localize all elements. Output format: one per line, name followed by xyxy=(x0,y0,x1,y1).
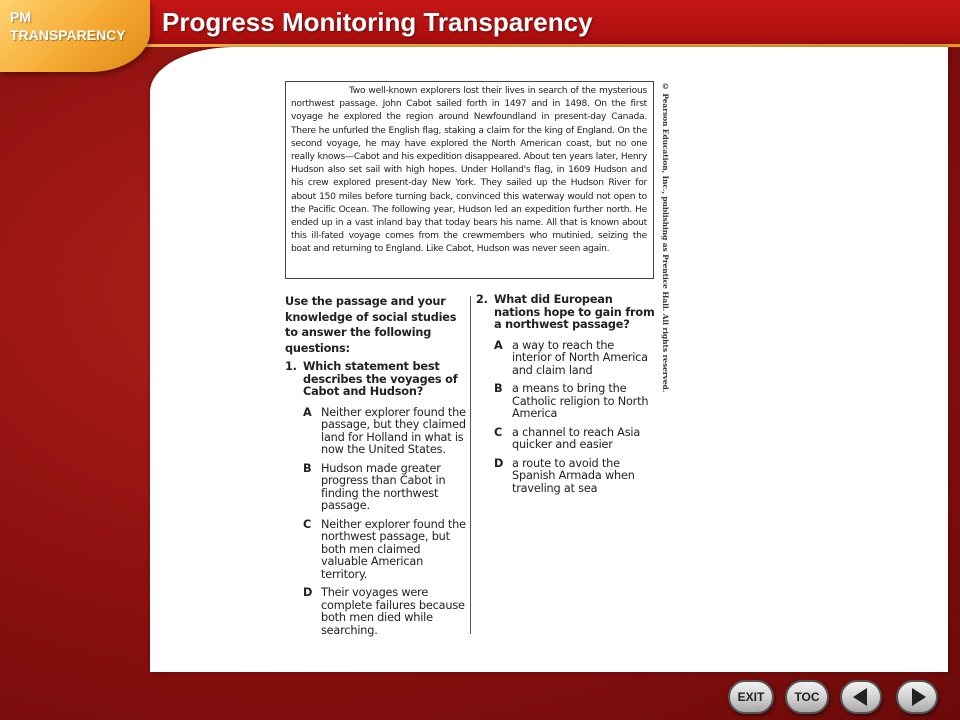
option-text: Their voyages were complete failures because both men died while searching. xyxy=(321,586,465,637)
question-number: 2. xyxy=(476,293,488,306)
option-letter: C xyxy=(303,517,312,531)
answer-option xyxy=(285,407,470,457)
option-text: a means to bring the Catholic religion to North America xyxy=(512,382,649,420)
question-text: What did European nations hope to gain from a northwest passage? xyxy=(494,293,655,331)
questions-column-left xyxy=(285,294,470,643)
option-text: Neither explorer found the passage, but they claimed land for Holland in what is now the United States. xyxy=(321,405,466,456)
answer-option xyxy=(285,587,470,637)
answer-option xyxy=(285,463,470,513)
reading-passage: Two well-known explorers lost their lives in search of the mysterious northwest passage. John Cabot sailed forth in 1497 and in 1498. On the first voyage he explored the region around Newfoundland in present-day Canada. There he unfurled the English flag, staking a claim for the king of England. On the second voyage, he may have explored the North American coast, but no one really knows—Cabot and his expedition disappeared. About ten years later, Henry Hudson also set sail with high hopes. Under Holland's flag, in 1609 Hudson and his crew explored present-day New York. They sailed up the Hudson River for about 150 miles before turning back, convinced this waterway would not open to the Pacific Ocean. The following year, Hudson led an expedition further north. He ended up in a vast inland bay that today bears his name. All that is known about this ill-fated voyage comes from the crewmembers who mutinied, seizing the boat and returning to England. Like Cabot, Hudson was never seen again. xyxy=(285,81,654,279)
exit-button-label: EXIT xyxy=(737,690,765,704)
right-arrow-icon xyxy=(912,688,926,706)
previous-button[interactable] xyxy=(840,680,882,714)
copyright-notice: © Pearson Education, Inc., publishing as Prentice Hall. All rights reserved. xyxy=(661,82,670,393)
answer-option xyxy=(476,340,656,378)
page-title: Progress Monitoring Transparency xyxy=(162,7,593,37)
option-letter: A xyxy=(494,338,503,352)
question-1 xyxy=(285,361,470,399)
questions-column-right xyxy=(476,294,656,501)
answer-option xyxy=(476,383,656,421)
option-letter: B xyxy=(494,382,503,395)
column-divider xyxy=(470,296,471,634)
option-text: a route to avoid the Spanish Armada when traveling at sea xyxy=(512,456,635,495)
answer-option xyxy=(476,427,656,452)
option-letter: D xyxy=(494,456,504,470)
option-letter: A xyxy=(303,405,312,419)
option-letter: D xyxy=(303,586,313,599)
option-text: Hudson made greater progress than Cabot in finding the northwest passage. xyxy=(321,461,446,512)
option-text: a way to reach the interior of North America and claim land xyxy=(512,338,648,377)
left-arrow-icon xyxy=(853,688,867,706)
question-text: Which statement best describes the voyages of Cabot and Hudson? xyxy=(303,360,458,398)
instructions: Use the passage and your knowledge of social studies to answer the following questions: xyxy=(285,295,457,355)
exit-button[interactable] xyxy=(728,680,774,714)
option-letter: B xyxy=(303,461,312,475)
question-number: 1. xyxy=(285,360,297,373)
next-button[interactable] xyxy=(896,680,938,714)
toc-button[interactable] xyxy=(785,680,829,714)
answer-option xyxy=(476,458,656,496)
option-text: Neither explorer found the northwest passage, but both men claimed valuable American territory. xyxy=(321,517,466,581)
section-tab-label: PM TRANSPARENCY xyxy=(10,9,126,43)
answer-option xyxy=(285,519,470,582)
option-letter: C xyxy=(494,425,503,439)
question-2 xyxy=(476,294,656,332)
option-text: a channel to reach Asia quicker and easier xyxy=(512,425,641,451)
section-tab xyxy=(0,0,150,72)
toc-button-label: TOC xyxy=(794,690,820,704)
